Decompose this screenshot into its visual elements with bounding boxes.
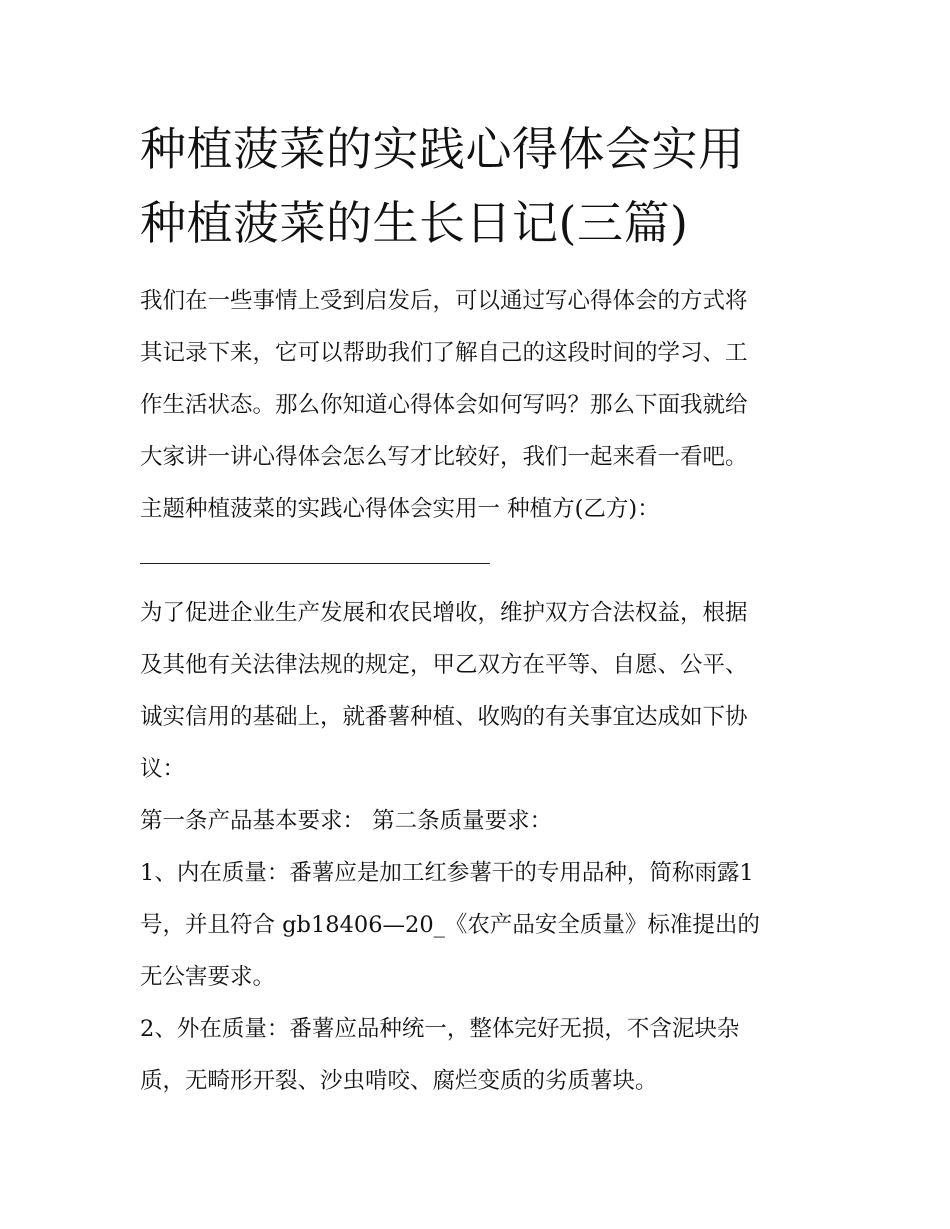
- document-title: [140, 112, 820, 260]
- paragraph-line: 1、内在质量：番薯应是加工红参薯干的专用品种，简称雨露1: [140, 860, 754, 886]
- paragraph-line: 号，并且符合 gb18406—20_《农产品安全质量》标准提出的: [140, 912, 760, 938]
- paragraph-line: 主题种植菠菜的实践心得体会实用一 种植方(乙方)：: [140, 496, 660, 522]
- paragraph-line: 无公害要求。: [140, 964, 276, 990]
- clauses-heading: 第一条产品基本要求： 第二条质量要求：: [140, 808, 553, 834]
- title-line-2: 种植菠菜的生长日记(三篇): [140, 196, 689, 250]
- paragraph-line: 议：: [140, 756, 186, 782]
- paragraph-line: 及其他有关法律法规的规定，甲乙双方在平等、自愿、公平、: [140, 652, 748, 678]
- paragraph-line: 诚实信用的基础上，就番薯种植、收购的有关事宜达成如下协: [140, 704, 748, 730]
- paragraph-line: 2、外在质量：番薯应品种统一，整体完好无损，不含泥块杂: [140, 1016, 740, 1042]
- paragraph-line: 作生活状态。那么你知道心得体会如何写吗？那么下面我就给: [140, 392, 748, 418]
- intro-paragraph: [140, 275, 820, 535]
- blank-underline: [140, 563, 490, 564]
- quality-item-2: [140, 1003, 820, 1107]
- paragraph-line: 大家讲一讲心得体会怎么写才比较好，我们一起来看一看吧。: [140, 444, 748, 470]
- paragraph-line: 我们在一些事情上受到启发后，可以通过写心得体会的方式将: [140, 288, 748, 314]
- paragraph-line: 其记录下来，它可以帮助我们了解自己的这段时间的学习、工: [140, 340, 748, 366]
- document-body: [140, 275, 820, 1107]
- paragraph-line: 为了促进企业生产发展和农民增收，维护双方合法权益，根据: [140, 600, 748, 626]
- agreement-paragraph: [140, 587, 820, 795]
- signature-blank: [140, 535, 820, 587]
- title-line-1: 种植菠菜的实践心得体会实用: [140, 122, 745, 176]
- paragraph-line: 质，无畸形开裂、沙虫啃咬、腐烂变质的劣质薯块。: [140, 1068, 658, 1094]
- quality-item-1: [140, 847, 820, 1003]
